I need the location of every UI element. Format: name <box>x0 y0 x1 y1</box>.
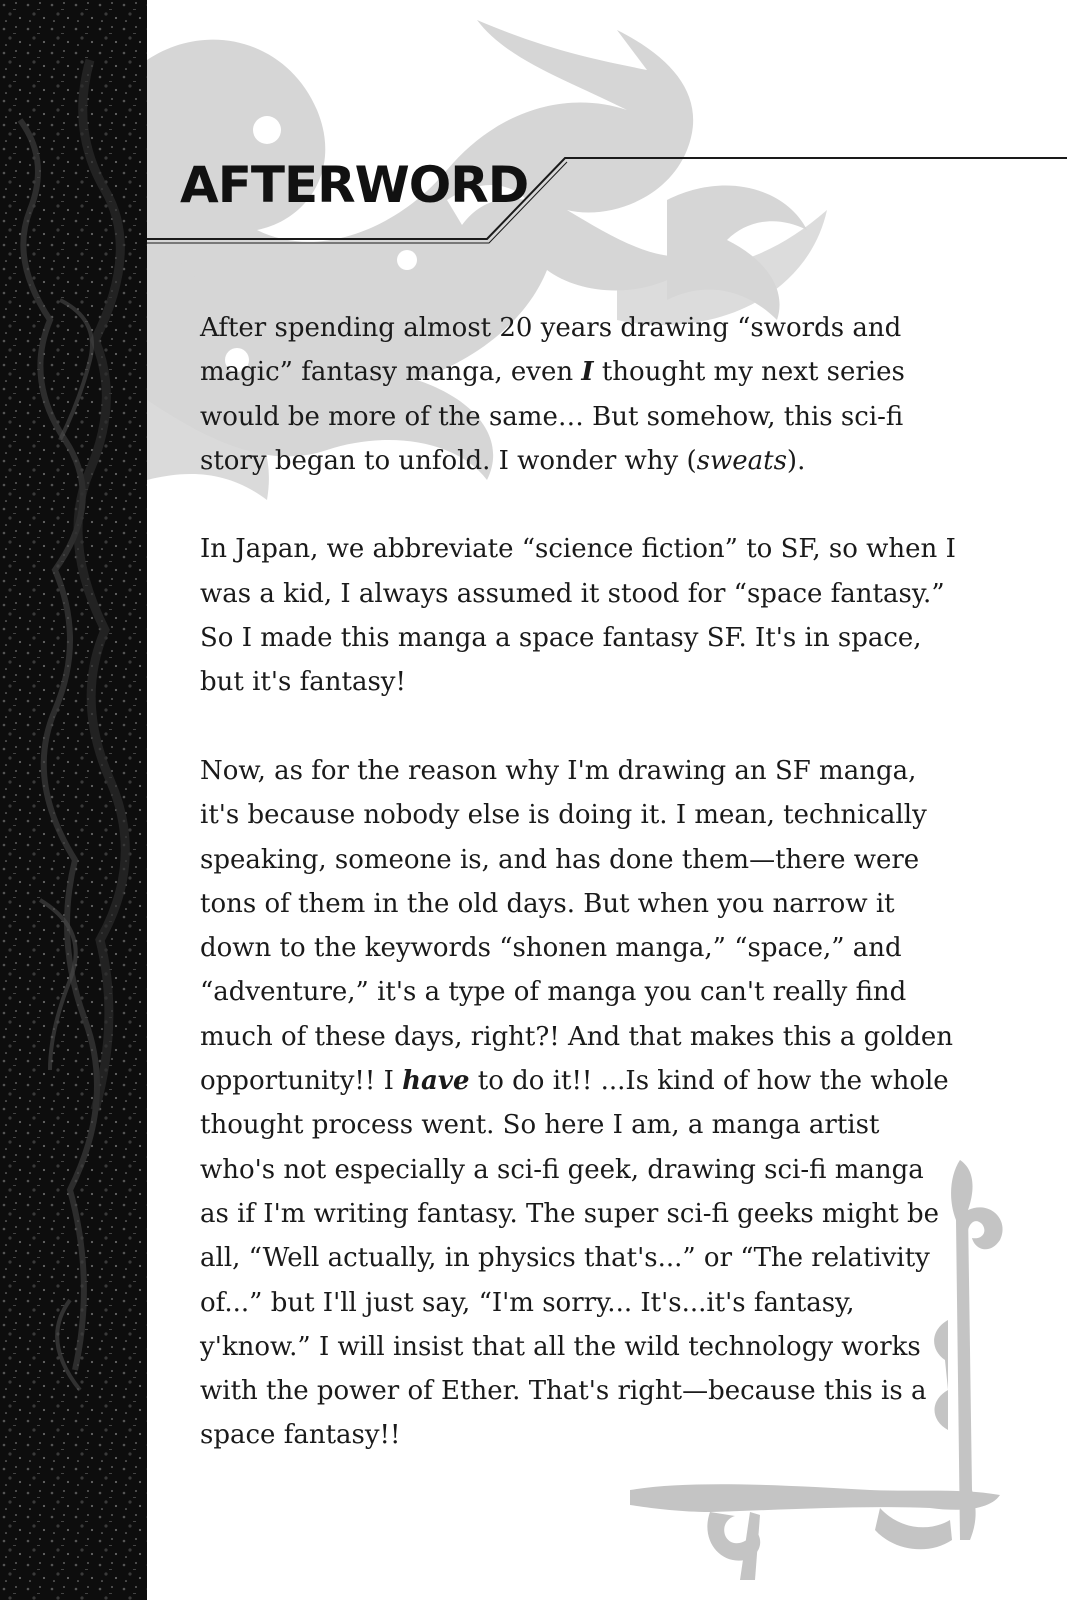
paragraph-1 <box>200 306 960 483</box>
paragraph-1-emphasis-sweats: sweats <box>696 445 787 476</box>
paragraph-3-part-1: Now, as for the reason why I'm drawing an SF manga, it's because nobody else is doing it. I mean, technically speaking, someone is, and has done them—there were tons of them in the old days. But when you narrow it down to the keywords “shonen manga,” “space,” and “adventure,” it's a type of manga you can't really find much of these days, right?! And that makes this a golden opportunity!! I <box>200 755 954 1097</box>
paragraph-2-text: In Japan, we abbreviate “science fiction” to SF, so when I was a kid, I always assumed it stood for “space fantasy.” So I made this manga a space fantasy SF. It's in space, but it's fantasy! <box>200 534 956 698</box>
page-title: AFTERWORD <box>180 156 529 214</box>
paragraph-3-part-2: to do it!! ...Is kind of how the whole thought process went. So here I am, a manga artist who's not especially a sci-fi geek, drawing sci-fi manga as if I'm writing fantasy. The super sci-fi geeks might be all, “Well actually, in physics that's...” or “The relativity of...” but I'll just say, “I'm sorry... It's...it's fantasy, y'know.” I will insist that all the wild technology works with the power of Ether. That's right—because this is a space fantasy!! <box>200 1066 949 1451</box>
paragraph-3-emphasis-have: have <box>402 1066 470 1097</box>
paragraph-1-part-3: ). <box>786 445 806 476</box>
band-texture <box>0 0 147 1600</box>
paragraph-1-emphasis-i: I <box>581 357 594 388</box>
paragraph-2 <box>200 527 960 704</box>
paragraph-1-part-2: thought my next series would be more of the same… But somehow, this sci-fi story began to unfold. I wonder why ( <box>200 357 905 476</box>
paragraph-1-part-1: After spending almost 20 years drawing “swords and magic” fantasy manga, even <box>200 313 902 388</box>
paragraph-3 <box>200 749 960 1458</box>
textured-side-band <box>0 0 147 1600</box>
afterword-body <box>200 306 960 1502</box>
